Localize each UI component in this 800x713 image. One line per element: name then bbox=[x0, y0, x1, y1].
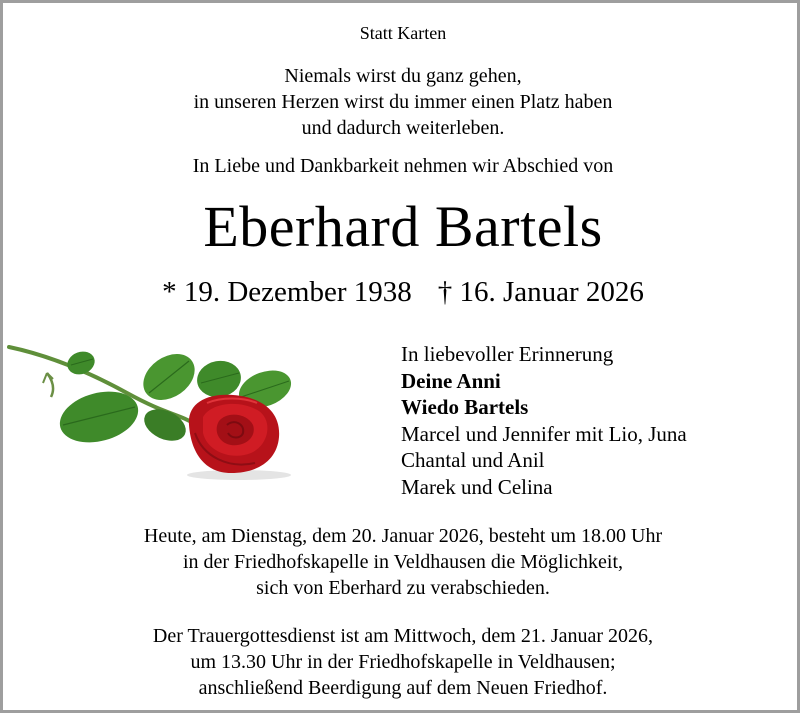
birth-date: * 19. Dezember 1938 bbox=[162, 276, 412, 308]
mourner-line: Chantal und Anil bbox=[401, 448, 545, 472]
mourners-list bbox=[401, 341, 687, 500]
farewell-line: Heute, am Dienstag, dem 20. Januar 2026, besteht um 18.00 Uhr bbox=[143, 525, 663, 547]
service-notice bbox=[3, 623, 800, 701]
farewell-notice bbox=[3, 523, 800, 601]
deceased-name: Eberhard Bartels bbox=[203, 194, 603, 259]
red-rose-illustration bbox=[7, 333, 297, 483]
poem bbox=[3, 63, 800, 141]
service-line: anschließend Beerdigung auf dem Neuen Friedhof. bbox=[198, 677, 608, 699]
poem-line: in unseren Herzen wirst du immer einen Platz haben bbox=[193, 91, 613, 113]
mourner-line: Wiedo Bartels bbox=[401, 395, 529, 419]
farewell-line: sich von Eberhard zu verabschieden. bbox=[256, 577, 550, 599]
poem-line: und dadurch weiterleben. bbox=[301, 117, 505, 139]
service-line: um 13.30 Uhr in der Friedhofskapelle in Veldhausen; bbox=[190, 651, 616, 673]
header-statt-karten: Statt Karten bbox=[359, 23, 447, 43]
service-line: Der Trauergottesdienst ist am Mittwoch, dem 21. Januar 2026, bbox=[152, 625, 654, 647]
mourner-line: Marek und Celina bbox=[401, 474, 553, 499]
mourner-line: Deine Anni bbox=[401, 368, 501, 393]
intro-text: In Liebe und Dankbarkeit nehmen wir Abschied von bbox=[192, 155, 614, 177]
mourner-line: In liebevoller Erinnerung bbox=[401, 342, 614, 366]
farewell-line: in der Friedhofskapelle in Veldhausen die Möglichkeit, bbox=[182, 551, 624, 573]
life-dates bbox=[3, 273, 800, 311]
death-date: † 16. Januar 2026 bbox=[437, 276, 644, 308]
poem-line: Niemals wirst du ganz gehen, bbox=[284, 65, 522, 87]
mourner-line: Marcel und Jennifer mit Lio, Juna bbox=[401, 421, 687, 446]
